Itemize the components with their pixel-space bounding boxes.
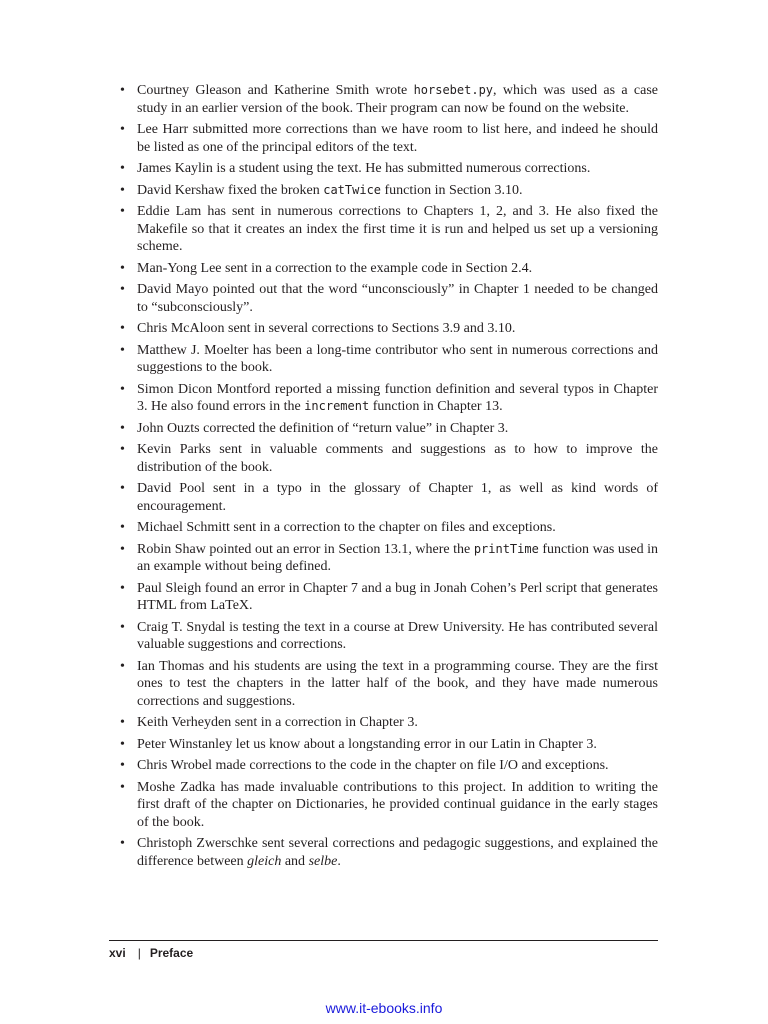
list-item [109,835,658,870]
page-footer [109,946,193,960]
list-item [109,441,658,476]
list-item [109,420,658,438]
item-text: Craig T. Snydal is testing the text in a course at Drew University. He has contributed several valuable suggestions and corrections. [137,619,658,652]
bullet-icon: • [120,658,125,674]
bullet-icon: • [120,442,125,457]
list-item [109,541,658,576]
list-item [109,779,658,832]
emphasis-text: selbe [308,853,338,869]
bullet-icon: • [120,122,125,137]
inline-code: increment [304,399,370,413]
item-text: David Kershaw fixed the broken [137,182,324,198]
item-text: Simon Dicon Montford reported a missing function definition and several typos in Chapter 3. He also found errors in the [137,381,658,414]
item-text: Matthew J. Moelter has been a long-time contributor who sent in numerous corrections and suggestions to the book. [137,342,658,375]
bullet-icon: • [120,342,125,358]
bullet-icon: • [120,161,125,176]
item-text: Robin Shaw pointed out an error in Section 13.1, where the [137,541,474,557]
bullet-icon: • [120,321,125,336]
item-text: Michael Schmitt sent in a correction to the chapter on files and exceptions. [137,520,556,535]
bullet-icon: • [120,83,125,98]
item-text: Christoph Zwerschke sent several corrections and pedagogic suggestions, and explained the difference between [137,836,658,869]
item-text: John Ouzts corrected the definition of “return value” in Chapter 3. [137,420,509,436]
item-text: function was used in an example without being defined. [137,541,658,574]
list-item [109,281,658,316]
item-text: Ian Thomas and his students are using the text in a programming course. They are the first ones to test the chapters in the latter half of the book, and they have made numerous corrections and suggestions. [137,658,658,709]
bullet-icon: • [120,619,125,635]
bullet-icon: • [120,758,125,773]
bullet-icon: • [120,260,125,276]
bullet-icon: • [120,204,125,219]
list-item [109,480,658,515]
list-item [109,82,658,117]
list-item [109,121,658,156]
list-item [109,320,658,338]
list-item [109,519,658,537]
bullet-icon: • [120,282,125,297]
item-text: . [337,853,341,869]
bullet-icon: • [120,420,125,436]
item-text: function in Chapter 13. [369,399,503,414]
list-item [109,757,658,775]
footer-rule [109,940,658,941]
bullet-icon: • [120,381,125,397]
contributor-list [109,82,658,870]
bullet-icon: • [120,481,125,496]
item-text: Keith Verheyden sent in a correction in Chapter 3. [137,715,418,730]
inline-code: catTwice [323,182,382,197]
item-text: function in Section 3.10. [381,182,523,198]
item-text: Kevin Parks sent in valuable comments and suggestions as to how to improve the distribution of the book. [137,442,658,475]
item-text: Moshe Zadka has made invaluable contributions to this project. In addition to writing the first draft of the chapter on Dictionaries, he provided continual guidance in the early stages of the book. [137,779,658,830]
list-item [109,260,658,278]
list-item [109,160,658,178]
inline-code: horsebet.py [413,83,494,97]
list-item [109,736,658,754]
item-text: Chris Wrobel made corrections to the code in the chapter on file I/O and exceptions. [137,758,609,773]
list-item [109,714,658,732]
bullet-icon: • [120,541,125,557]
item-text: Courtney Gleason and Katherine Smith wrote [137,83,414,98]
bullet-icon: • [120,580,125,596]
source-link[interactable]: www.it-ebooks.info [325,1000,443,1016]
emphasis-text: gleich [247,853,282,869]
bullet-icon: • [120,182,125,198]
item-text: Peter Winstanley let us know about a longstanding error in our Latin in Chapter 3. [137,736,597,752]
item-text: Eddie Lam has sent in numerous corrections to Chapters 1, 2, and 3. He also fixed the Makefile so that it creates an index the first time it is run and helped us set up a versioning scheme. [137,204,658,254]
bullet-icon: • [120,736,125,752]
item-text: , which was used as a case study in an earlier version of the book. Their program can now be found on the website. [137,83,658,116]
list-item [109,619,658,654]
item-text: Lee Harr submitted more corrections than we have room to list here, and indeed he should be listed as one of the principal editors of the text. [137,122,658,155]
bullet-icon: • [120,520,125,535]
page-number: xvi [109,946,126,960]
item-text: Chris McAloon sent in several corrections to Sections 3.9 and 3.10. [137,321,516,336]
list-item [109,381,658,416]
list-item [109,658,658,711]
list-item [109,342,658,377]
item-text: and [281,853,309,869]
section-title: Preface [149,946,194,960]
inline-code: printTime [473,541,539,556]
item-text: Paul Sleigh found an error in Chapter 7 and a bug in Jonah Cohen’s Perl script that generates HTML from LaTeX. [137,580,658,613]
list-item [109,203,658,256]
page-body [109,82,658,874]
item-text: Man-Yong Lee sent in a correction to the example code in Section 2.4. [137,260,533,276]
bullet-icon: • [120,779,125,795]
list-item [109,580,658,615]
item-text: David Mayo pointed out that the word “unconsciously” in Chapter 1 needed to be changed to “subconsciously”. [137,282,658,315]
item-text: David Pool sent in a typo in the glossary of Chapter 1, as well as kind words of encouragement. [137,481,658,514]
item-text: James Kaylin is a student using the text. He has submitted numerous corrections. [137,161,591,176]
list-item [109,182,658,200]
footer-separator: | [137,946,141,960]
bullet-icon: • [120,715,125,730]
bullet-icon: • [120,836,125,851]
